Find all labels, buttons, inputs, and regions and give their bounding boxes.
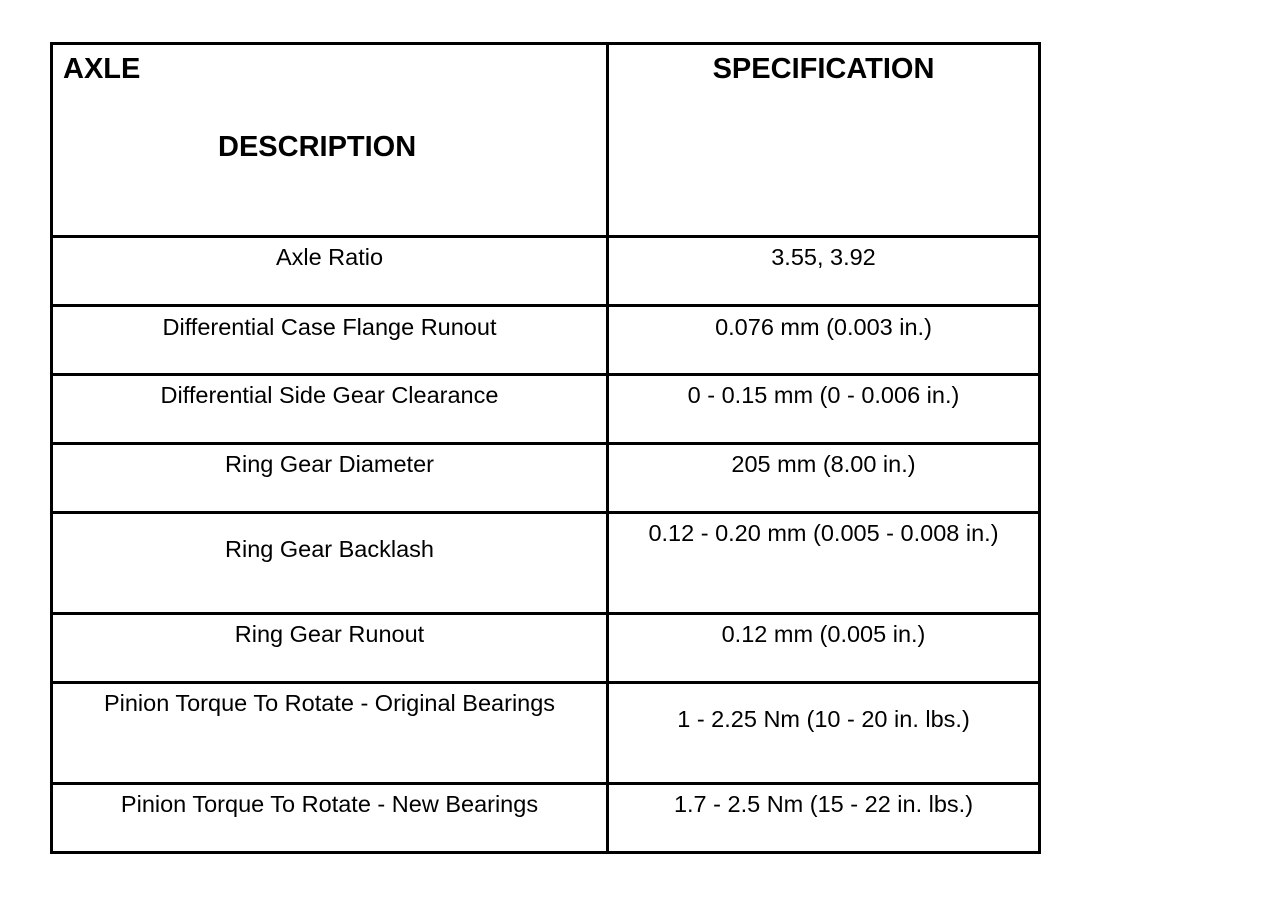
specification-cell — [609, 307, 1038, 373]
description-cell — [53, 514, 609, 612]
specification-text: 0.12 mm (0.005 in.) — [721, 621, 926, 647]
description-text: Differential Case Flange Runout — [162, 314, 497, 340]
table-row — [53, 307, 1038, 376]
specification-cell — [609, 785, 1038, 851]
description-cell — [53, 307, 609, 373]
specification-cell — [609, 684, 1038, 782]
table-row — [53, 445, 1038, 514]
description-cell — [53, 238, 609, 304]
description-cell — [53, 615, 609, 681]
description-cell — [53, 684, 609, 782]
description-cell — [53, 376, 609, 442]
table-row — [53, 785, 1038, 851]
specification-cell — [609, 238, 1038, 304]
specification-text: 0.076 mm (0.003 in.) — [715, 314, 932, 340]
specification-text: 1.7 - 2.5 Nm (15 - 22 in. lbs.) — [673, 791, 974, 817]
header-specification-cell — [609, 45, 1038, 235]
description-text: Differential Side Gear Clearance — [160, 382, 499, 408]
header-description-label: DESCRIPTION — [218, 131, 417, 163]
description-text: Ring Gear Diameter — [225, 451, 434, 477]
specification-cell — [609, 445, 1038, 511]
header-axle-label: AXLE — [63, 53, 141, 85]
table-row — [53, 238, 1038, 307]
specification-text: 205 mm (8.00 in.) — [731, 451, 916, 477]
description-cell — [53, 785, 609, 851]
specification-text: 0.12 - 0.20 mm (0.005 - 0.008 in.) — [648, 520, 999, 546]
table-row — [53, 615, 1038, 684]
description-text: Axle Ratio — [275, 244, 384, 270]
specification-cell — [609, 514, 1038, 612]
description-text: Pinion Torque To Rotate - New Bearings — [120, 791, 539, 817]
table-row — [53, 376, 1038, 445]
specification-cell — [609, 376, 1038, 442]
specification-text: 1 - 2.25 Nm (10 - 20 in. lbs.) — [677, 706, 970, 732]
table-row — [53, 684, 1038, 785]
table-row — [53, 514, 1038, 615]
specification-text: 3.55, 3.92 — [771, 244, 876, 270]
specification-cell — [609, 615, 1038, 681]
header-specification-label: SPECIFICATION — [712, 53, 935, 85]
table-header-row — [53, 45, 1038, 238]
axle-spec-table — [50, 42, 1041, 854]
specification-text: 0 - 0.15 mm (0 - 0.006 in.) — [687, 382, 960, 408]
description-cell — [53, 445, 609, 511]
description-text: Ring Gear Runout — [234, 621, 425, 647]
description-text: Pinion Torque To Rotate - Original Bearings — [103, 690, 556, 716]
description-text: Ring Gear Backlash — [225, 536, 434, 562]
header-description-cell — [53, 45, 609, 235]
